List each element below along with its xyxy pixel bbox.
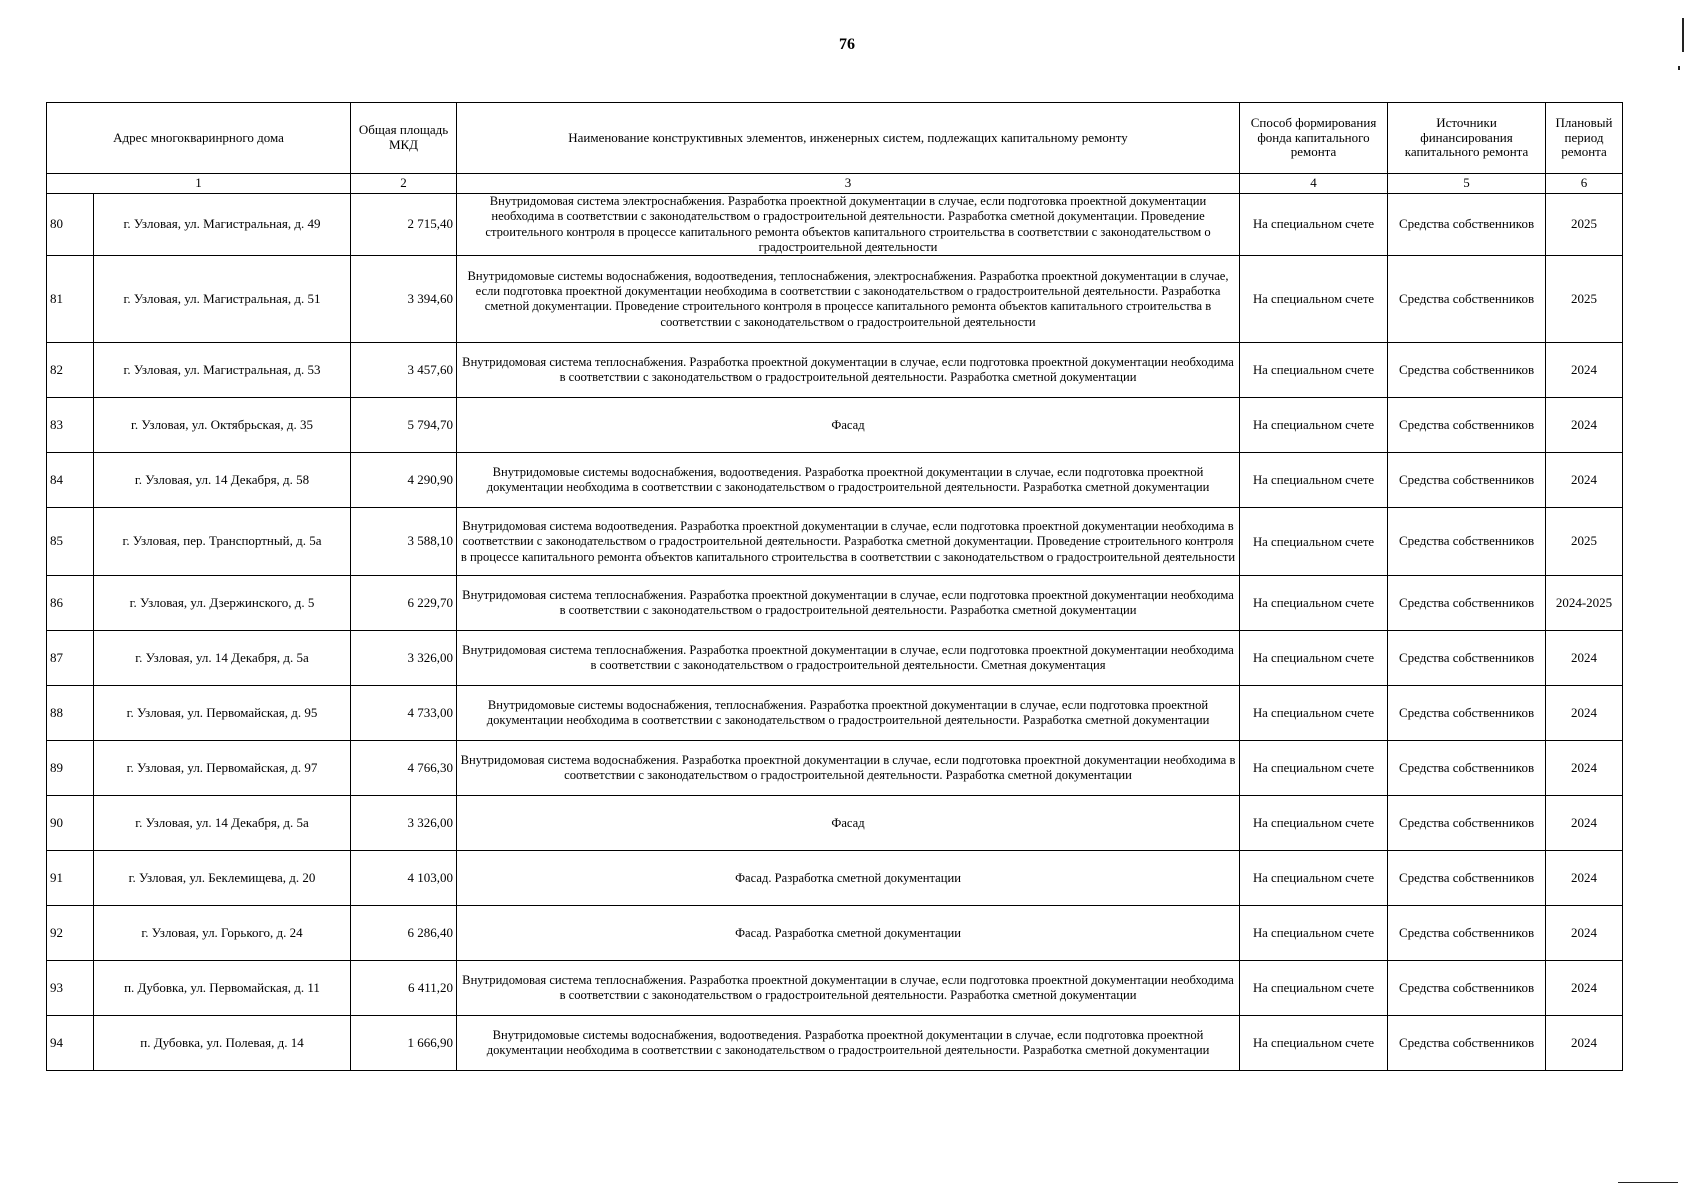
table-row [47,851,1623,906]
table-row [47,576,1623,631]
period-cell: 2024-2025 [1546,576,1623,631]
scan-mark [1682,18,1684,52]
address-cell: г. Узловая, ул. Дзержинского, д. 5 [94,576,351,631]
source-cell: Средства собственников [1388,851,1546,906]
row-number: 92 [47,906,94,961]
period-cell: 2025 [1546,508,1623,576]
address-cell: г. Узловая, ул. Октябрьская, д. 35 [94,398,351,453]
row-number: 86 [47,576,94,631]
address-cell: п. Дубовка, ул. Первомайская, д. 11 [94,961,351,1016]
method-cell: На специальном счете [1240,1016,1388,1071]
header-address: Адрес многокваринрного дома [47,103,351,174]
area-cell: 3 326,00 [351,631,457,686]
table-row [47,343,1623,398]
method-cell: На специальном счете [1240,741,1388,796]
method-cell: На специальном счете [1240,343,1388,398]
address-cell: г. Узловая, ул. 14 Декабря, д. 58 [94,453,351,508]
source-cell: Средства собственников [1388,741,1546,796]
period-cell: 2024 [1546,398,1623,453]
address-cell: г. Узловая, ул. Магистральная, д. 51 [94,256,351,343]
header-elements: Наименование конструктивных элементов, инженерных систем, подлежащих капитальному ремонту [457,103,1240,174]
table-row [47,1016,1623,1071]
method-cell: На специальном счете [1240,961,1388,1016]
elements-cell: Внутридомовые системы водоснабжения, водоотведения. Разработка проектной документации в случае, если подготовка проектной документации необходима в соответствии с законодательством о градостроительной деятельности. Разработка сметной документации [457,1016,1240,1071]
scan-mark [1618,1182,1678,1183]
elements-cell: Внутридомовые системы водоснабжения, водоотведения. Разработка проектной документации в случае, если подготовка проектной документации необходима в соответствии с законодательством о градостроительной деятельности. Разработка сметной документации [457,453,1240,508]
row-number: 87 [47,631,94,686]
period-cell: 2024 [1546,686,1623,741]
period-cell: 2024 [1546,796,1623,851]
elements-cell: Внутридомовая система теплоснабжения. Разработка проектной документации в случае, если подготовка проектной документации необходима в соответствии с законодательством о градостроительной деятельности. Сметная документация [457,631,1240,686]
row-number: 89 [47,741,94,796]
area-cell: 3 588,10 [351,508,457,576]
period-cell: 2024 [1546,851,1623,906]
area-cell: 3 457,60 [351,343,457,398]
header-method: Способ формирования фонда капитального ремонта [1240,103,1388,174]
source-cell: Средства собственников [1388,256,1546,343]
area-cell: 4 103,00 [351,851,457,906]
address-cell: г. Узловая, пер. Транспортный, д. 5а [94,508,351,576]
table-header-row [47,103,1623,174]
column-number: 1 [47,174,351,194]
elements-cell: Фасад [457,398,1240,453]
repair-registry-table [46,102,1623,1071]
area-cell: 6 286,40 [351,906,457,961]
header-source: Источники финансирования капитального ремонта [1388,103,1546,174]
row-number: 94 [47,1016,94,1071]
table-row [47,398,1623,453]
table-row [47,906,1623,961]
elements-cell: Внутридомовая система теплоснабжения. Разработка проектной документации в случае, если подготовка проектной документации необходима в соответствии с законодательством о градостроительной деятельности. Разработка сметной документации [457,343,1240,398]
table-row [47,741,1623,796]
method-cell: На специальном счете [1240,256,1388,343]
row-number: 83 [47,398,94,453]
source-cell: Средства собственников [1388,906,1546,961]
elements-cell: Внутридомовые системы водоснабжения, теплоснабжения. Разработка проектной документации в случае, если подготовка проектной документации необходима в соответствии с законодательством о градостроительной деятельности. Разработка сметной документации [457,686,1240,741]
area-cell: 2 715,40 [351,194,457,256]
row-number: 80 [47,194,94,256]
elements-cell: Фасад. Разработка сметной документации [457,906,1240,961]
source-cell: Средства собственников [1388,453,1546,508]
table-row [47,453,1623,508]
column-number: 2 [351,174,457,194]
row-number: 90 [47,796,94,851]
method-cell: На специальном счете [1240,576,1388,631]
row-number: 91 [47,851,94,906]
method-cell: На специальном счете [1240,398,1388,453]
address-cell: г. Узловая, ул. 14 Декабря, д. 5а [94,796,351,851]
method-cell: На специальном счете [1240,631,1388,686]
source-cell: Средства собственников [1388,686,1546,741]
header-period: Плановый период ремонта [1546,103,1623,174]
header-area: Общая площадь МКД [351,103,457,174]
column-number: 5 [1388,174,1546,194]
period-cell: 2024 [1546,1016,1623,1071]
source-cell: Средства собственников [1388,576,1546,631]
row-number: 93 [47,961,94,1016]
area-cell: 4 766,30 [351,741,457,796]
area-cell: 6 229,70 [351,576,457,631]
area-cell: 3 326,00 [351,796,457,851]
row-number: 85 [47,508,94,576]
method-cell: На специальном счете [1240,851,1388,906]
area-cell: 1 666,90 [351,1016,457,1071]
elements-cell: Внутридомовая система водоотведения. Разработка проектной документации в случае, если подготовка проектной документации необходима в соответствии с законодательством о градостроительной деятельности. Разработка сметной документации. Проведение строительного контроля в процессе капитального ремонта объектов капитального строительства в соответствии с законодательством о градостроительной деятельности [457,508,1240,576]
address-cell: г. Узловая, ул. Первомайская, д. 97 [94,741,351,796]
row-number: 84 [47,453,94,508]
column-number: 4 [1240,174,1388,194]
source-cell: Средства собственников [1388,1016,1546,1071]
elements-cell: Фасад. Разработка сметной документации [457,851,1240,906]
area-cell: 6 411,20 [351,961,457,1016]
period-cell: 2025 [1546,256,1623,343]
source-cell: Средства собственников [1388,796,1546,851]
table-row [47,686,1623,741]
source-cell: Средства собственников [1388,343,1546,398]
area-cell: 3 394,60 [351,256,457,343]
source-cell: Средства собственников [1388,631,1546,686]
row-number: 88 [47,686,94,741]
period-cell: 2024 [1546,741,1623,796]
column-number: 3 [457,174,1240,194]
row-number: 81 [47,256,94,343]
method-cell: На специальном счете [1240,508,1388,576]
address-cell: г. Узловая, ул. Беклемищева, д. 20 [94,851,351,906]
area-cell: 4 290,90 [351,453,457,508]
column-number: 6 [1546,174,1623,194]
column-number-row [47,174,1623,194]
method-cell: На специальном счете [1240,453,1388,508]
table-row [47,256,1623,343]
elements-cell: Фасад [457,796,1240,851]
period-cell: 2024 [1546,631,1623,686]
table-row [47,194,1623,256]
method-cell: На специальном счете [1240,686,1388,741]
table-row [47,508,1623,576]
address-cell: г. Узловая, ул. Магистральная, д. 49 [94,194,351,256]
address-cell: п. Дубовка, ул. Полевая, д. 14 [94,1016,351,1071]
source-cell: Средства собственников [1388,194,1546,256]
method-cell: На специальном счете [1240,906,1388,961]
method-cell: На специальном счете [1240,194,1388,256]
elements-cell: Внутридомовая система теплоснабжения. Разработка проектной документации в случае, если подготовка проектной документации необходима в соответствии с законодательством о градостроительной деятельности. Разработка сметной документации [457,576,1240,631]
period-cell: 2024 [1546,343,1623,398]
source-cell: Средства собственников [1388,508,1546,576]
period-cell: 2024 [1546,906,1623,961]
page-number: 76 [839,36,855,53]
address-cell: г. Узловая, ул. Первомайская, д. 95 [94,686,351,741]
source-cell: Средства собственников [1388,398,1546,453]
address-cell: г. Узловая, ул. Магистральная, д. 53 [94,343,351,398]
address-cell: г. Узловая, ул. 14 Декабря, д. 5а [94,631,351,686]
area-cell: 5 794,70 [351,398,457,453]
elements-cell: Внутридомовая система водоснабжения. Разработка проектной документации в случае, если подготовка проектной документации необходима в соответствии с законодательством о градостроительной деятельности. Разработка сметной документации [457,741,1240,796]
table-row [47,961,1623,1016]
period-cell: 2024 [1546,961,1623,1016]
period-cell: 2025 [1546,194,1623,256]
row-number: 82 [47,343,94,398]
elements-cell: Внутридомовая система теплоснабжения. Разработка проектной документации в случае, если подготовка проектной документации необходима в соответствии с законодательством о градостроительной деятельности. Разработка сметной документации [457,961,1240,1016]
elements-cell: Внутридомовые системы водоснабжения, водоотведения, теплоснабжения, электроснабжения. Разработка проектной документации в случае, если подготовка проектной документации необходима в соответствии с законодательством о градостроительной деятельности. Разработка сметной документации. Проведение строительного контроля в процессе капитального ремонта объектов капитального строительства в соответствии с законодательством о градостроительной деятельности [457,256,1240,343]
source-cell: Средства собственников [1388,961,1546,1016]
scan-mark [1678,66,1680,70]
table-row [47,796,1623,851]
table-row [47,631,1623,686]
period-cell: 2024 [1546,453,1623,508]
area-cell: 4 733,00 [351,686,457,741]
address-cell: г. Узловая, ул. Горького, д. 24 [94,906,351,961]
method-cell: На специальном счете [1240,796,1388,851]
elements-cell: Внутридомовая система электроснабжения. Разработка проектной документации в случае, если подготовка проектной документации необходима в соответствии с законодательством о градостроительной деятельности. Разработка сметной документации. Проведение строительного контроля в процессе капитального ремонта объектов капитального строительства в соответствии с законодательством о градостроительной деятельности [457,194,1240,256]
